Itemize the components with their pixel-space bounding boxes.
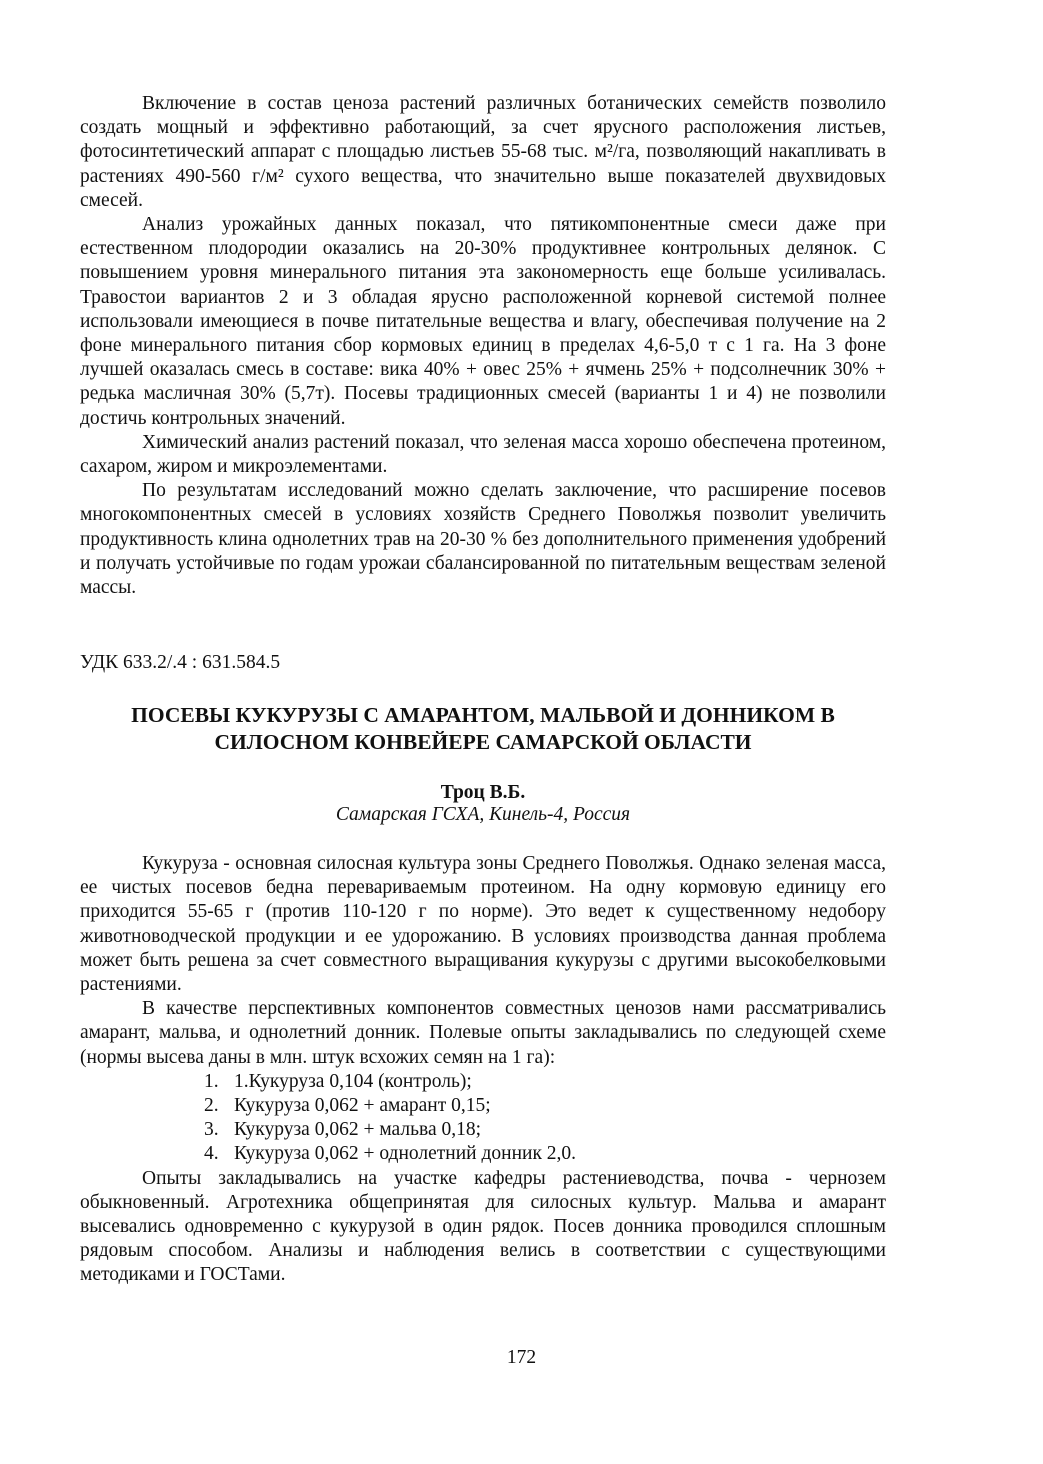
article-author: Троц В.Б.: [440, 782, 526, 803]
paragraph-2: Анализ урожайных данных показал, что пятикомпонентные смеси даже при естественном плодородии оказались на 20-30% продуктивнее контрольных делянок. С повышением уровня минерального питания эта закономерность еще больше усиливалась. Травостои вариантов 2 и 3 обладая ярусно расположенной корневой системой полнее использовали имеющиеся в почве питательные вещества и влагу, обеспечивая получение на 2 фоне минерального питания сбор кормовых единиц в пределах 4,6-5,0 т с 1 га. На 3 фоне лучшей оказалась смесь в составе: вика 40% + овес 25% + ячмень 25% + подсолнечник 30% + редька масличная 30% (5,7т). Посевы традиционных смесей (варианты 1 и 4) не позволили достичь контрольных значений.: [80, 214, 886, 429]
paragraph-4: По результатам исследований можно сделать заключение, что расширение посевов многокомпонентных смесей в условиях хозяйств Среднего Поволжья позволит увеличить продуктивность клина однолетних трав на 20-30 % без дополнительного применения удобрений и получать устойчивые по годам урожаи сбалансированной по питательным веществам зеленой массы.: [80, 480, 886, 599]
list-item: 4. Кукуруза 0,062 + однолетний донник 2,0.: [204, 1143, 577, 1165]
page-content: [80, 92, 886, 1286]
paragraph-3: Химический анализ растений показал, что зеленая масса хорошо обеспечена протеином, сахаром, жиром и микроэлементами.: [80, 431, 886, 478]
scheme-list: [80, 1070, 886, 1167]
article-body: [80, 852, 886, 1288]
paragraph-1: Включение в состав ценоза растений различных ботанических семейств позволило создать мощный и эффективно работающий, за счет ярусного расположения листьев, фотосинтетический аппарат с площадью листьев 55-68 тыс. м²/га, позволяющий накапливать в растениях 490-560 г/м² сухого вещества, что значительно выше показателей двухвидовых смесей.: [80, 93, 886, 211]
article-paragraph-3: Опыты закладывались на участке кафедры растениеводства, почва - чернозем обыкновенный. Агротехника общепринятая для силосных культур. Мальва и амарант высевались одновременно с кукурузой в один рядок. Посев донника проводился сплошным рядовым способом. Анализы и наблюдения велись в соответствии с существующими методиками и ГОСТами.: [80, 1167, 886, 1286]
list-item: 3. Кукуруза 0,062 + мальва 0,18;: [204, 1119, 482, 1141]
article-affiliation: Самарская ГСХА, Кинель-4, Россия: [335, 804, 631, 825]
page-number: 172: [506, 1347, 537, 1368]
list-item: 1. 1.Кукуруза 0,104 (контроль);: [204, 1070, 472, 1092]
article-paragraph-1: Кукуруза - основная силосная культура зоны Среднего Поволжья. Однако зеленая масса, ее чистых посевов бедна перевариваемым протеином. На одну кормовую единицу его приходится 55-65 г (против 110-120 г по норме). Это ведет к существенному недобору животноводческой продукции и ее удорожанию. В условиях производства данная проблема может быть решена за счет совместного выращивания кукурузы с другими высокобелковыми растениями.: [80, 853, 886, 996]
udk-code: УДК 633.2/.4 : 631.584.5: [80, 652, 281, 673]
list-item: 2. Кукуруза 0,062 + амарант 0,15;: [204, 1095, 491, 1117]
article-title: ПОСЕВЫ КУКУРУЗЫ С АМАРАНТОМ, МАЛЬВОЙ И ДОННИКОМ В СИЛОСНОМ КОНВЕЙЕРЕ САМАРСКОЙ ОБЛАСТИ: [131, 703, 835, 754]
article-paragraph-2: В качестве перспективных компонентов совместных ценозов нами рассматривались амарант, мальва, и однолетний донник. Полевые опыты закладывались по следующей схеме (нормы высева даны в млн. штук всхожих семян на 1 га):: [80, 998, 886, 1068]
